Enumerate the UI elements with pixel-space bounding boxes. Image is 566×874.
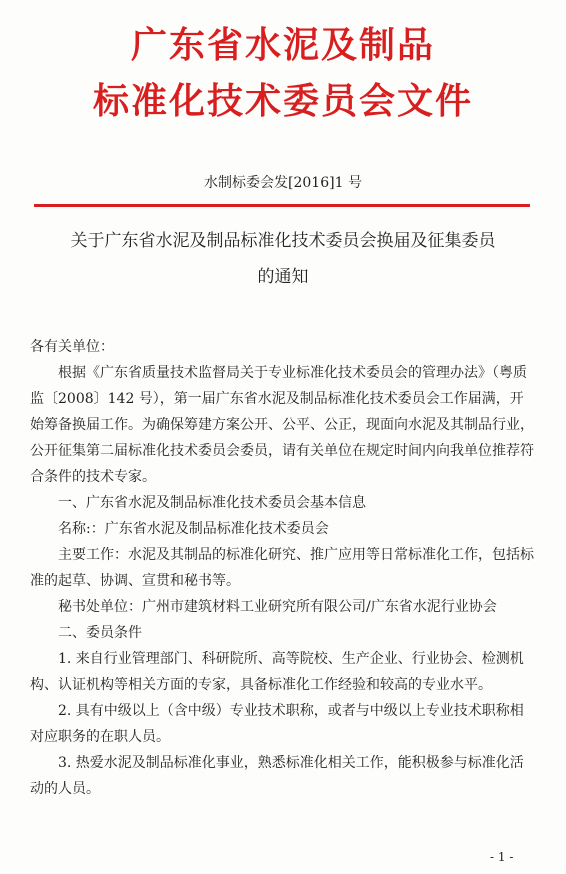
main-work: 主要工作：水泥及其制品的标准化研究、推广应用等日常标准化工作，包括标准的起草、协调、宣贯和秘书等。 xyxy=(30,547,534,589)
paragraph-intro: 根据《广东省质量技术监督局关于专业标准化技术委员会的管理办法》（粤质监〔2008〕142 号），第一届广东省水泥及制品标准化技术委员会工作届满，开始筹备换届工作。为确保筹建方案公开、公平、公正，现面向水泥及其制品行业，公开征集第二届标准化技术委员会委员，请有关单位在规定时间内向我单位推荐符合条件的技术专家。 xyxy=(30,365,534,485)
page-number: - 1 - xyxy=(490,850,514,864)
section-heading-basic-info: 一、广东省水泥及制品标准化技术委员会基本信息 xyxy=(58,495,366,511)
issuer-title-line1: 广东省水泥及制品 xyxy=(130,25,435,66)
document-number: 水制标委会发[2016]1 号 xyxy=(204,175,362,191)
section-heading-conditions: 二、委员条件 xyxy=(58,625,142,641)
salutation: 各有关单位： xyxy=(30,339,114,355)
body-content xyxy=(30,334,536,802)
issuer-title-line2: 标准化技术委员会文件 xyxy=(92,81,473,122)
condition-2: 2. 具有中级以上（含中级）专业技术职称，或者与中级以上专业技术职称相对应职务的在职人员。 xyxy=(30,703,524,745)
committee-name: 名称:：广东省水泥及制品标准化技术委员会 xyxy=(58,521,329,537)
condition-1: 1. 来自行业管理部门、科研院所、高等院校、生产企业、行业协会、检测机构、认证机构等相关方面的专家，具备标准化工作经验和较高的专业水平。 xyxy=(30,651,524,693)
condition-3: 3. 热爱水泥及制品标准化事业，熟悉标准化相关工作，能积极参与标准化活动的人员。 xyxy=(30,755,524,797)
secretariat-unit: 秘书处单位：广州市建筑材料工业研究所有限公司/广东省水泥行业协会 xyxy=(58,599,497,615)
notice-title-line2: 的通知 xyxy=(257,267,309,287)
red-divider xyxy=(34,204,530,207)
notice-title-line1: 关于广东省水泥及制品标准化技术委员会换届及征集委员 xyxy=(70,231,496,251)
